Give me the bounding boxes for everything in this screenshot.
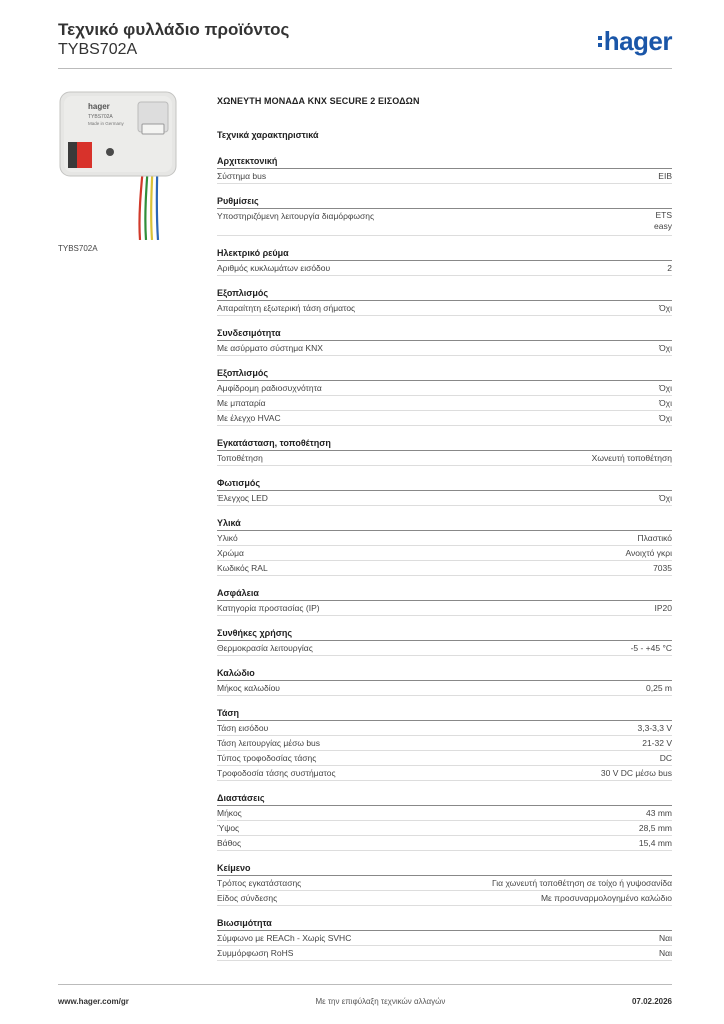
spec-value: Όχι (659, 398, 672, 408)
section-title: Εξοπλισμός (217, 366, 672, 381)
section-title: Αρχιτεκτονική (217, 154, 672, 169)
spec-value: Ναι (659, 948, 672, 958)
section-title: Συνθήκες χρήσης (217, 626, 672, 641)
spec-label: Απαραίτητη εξωτερική τάση σήματος (217, 303, 356, 313)
spec-value: Για χωνευτή τοποθέτηση σε τοίχο ή γυψοσανίδα (491, 878, 672, 888)
spec-value: DC (659, 753, 672, 763)
spec-section (217, 516, 672, 576)
spec-label: Ύψος (217, 823, 240, 833)
spec-label: Συμμόρφωση RoHS (217, 948, 294, 958)
spec-value: 28,5 mm (638, 823, 672, 833)
spec-label: Με έλεγχο HVAC (217, 413, 281, 423)
spec-section (217, 861, 672, 906)
spec-label: Με ασύρματο σύστημα KNX (217, 343, 323, 353)
spec-value: 2 (667, 263, 672, 273)
document-title: Τεχνικό φυλλάδιο προϊόντος (58, 20, 290, 39)
spec-label: Κωδικός RAL (217, 563, 268, 573)
spec-label: Τάση λειτουργίας μέσω bus (217, 738, 321, 748)
spec-label: Σύστημα bus (217, 171, 267, 181)
section-title: Συνδεσιμότητα (217, 326, 672, 341)
spec-value: Όχι (659, 493, 672, 503)
device-model-label: TYBS702A (88, 114, 113, 120)
footer (58, 997, 672, 1006)
spec-value: 30 V DC μέσω bus (600, 768, 672, 778)
spec-value: 21-32 V (642, 738, 672, 748)
spec-row (217, 821, 672, 836)
spec-section (217, 436, 672, 466)
spec-value: 7035 (653, 563, 672, 573)
spec-value: Ναι (659, 933, 672, 943)
spec-section (217, 194, 672, 236)
section-title: Καλώδιο (217, 666, 672, 681)
website-link[interactable]: www.hager.com/gr (58, 997, 129, 1006)
section-title: Υλικά (217, 516, 672, 531)
spec-sections (217, 154, 672, 961)
hager-logo (598, 28, 672, 54)
section-title: Εγκατάσταση, τοποθέτηση (217, 436, 672, 451)
product-code: TYBS702A (58, 41, 138, 58)
logo-dots-icon (598, 36, 602, 47)
spec-value: 3,3-3,3 V (637, 723, 672, 733)
footer-date: 07.02.2026 (631, 997, 672, 1006)
spec-value: Πλαστικό (637, 533, 672, 543)
spec-row (217, 341, 672, 356)
spec-section (217, 791, 672, 851)
spec-label: Τοποθέτηση (217, 453, 263, 463)
section-title: Κείμενο (217, 861, 672, 876)
spec-row (217, 931, 672, 946)
spec-row (217, 736, 672, 751)
image-caption: TYBS702A (58, 244, 98, 253)
spec-value: 15,4 mm (638, 838, 672, 848)
spec-value: Όχι (659, 383, 672, 393)
spec-label: Έλεγχος LED (217, 493, 268, 503)
spec-section (217, 476, 672, 506)
product-name: ΧΩΝΕΥΤΗ ΜΟΝΑΔΑ KNX SECURE 2 ΕΙΣΟΔΩΝ (217, 96, 420, 106)
spec-value: -5 - +45 °C (630, 643, 672, 653)
spec-label: Χρώμα (217, 548, 244, 558)
footer-note: Με την επιφύλαξη τεχνικών αλλαγών (315, 997, 446, 1006)
spec-row (217, 946, 672, 961)
spec-label: Τύπος τροφοδοσίας τάσης (217, 753, 317, 763)
footer-divider (58, 984, 672, 985)
spec-section (217, 246, 672, 276)
spec-value: 43 mm (646, 808, 672, 818)
spec-value: Χωνευτή τοποθέτηση (591, 453, 672, 463)
spec-row (217, 381, 672, 396)
spec-section (217, 326, 672, 356)
spec-row (217, 561, 672, 576)
spec-value: 0,25 m (646, 683, 672, 693)
spec-value: IP20 (654, 603, 672, 613)
spec-row (217, 209, 672, 236)
spec-section (217, 286, 672, 316)
spec-row (217, 681, 672, 696)
spec-row (217, 876, 672, 891)
section-title: Εξοπλισμός (217, 286, 672, 301)
spec-section (217, 706, 672, 781)
spec-value: ETS easy (654, 210, 672, 231)
spec-label: Βάθος (217, 838, 242, 848)
spec-row (217, 836, 672, 851)
spec-value: Όχι (659, 343, 672, 353)
section-title: Ασφάλεια (217, 586, 672, 601)
product-image (58, 90, 188, 240)
spec-label: Τροφοδοσία τάσης συστήματος (217, 768, 336, 778)
spec-section (217, 626, 672, 656)
spec-row (217, 261, 672, 276)
spec-row (217, 301, 672, 316)
spec-label: Είδος σύνδεσης (217, 893, 278, 903)
spec-row (217, 891, 672, 906)
spec-section (217, 154, 672, 184)
spec-value: Όχι (659, 413, 672, 423)
spec-row (217, 766, 672, 781)
spec-row (217, 601, 672, 616)
spec-value: Με προσυναρμολογημένο καλώδιο (540, 893, 672, 903)
spec-label: Αμφίδρομη ραδιοσυχνότητα (217, 383, 322, 393)
spec-row (217, 411, 672, 426)
spec-value: Όχι (659, 303, 672, 313)
spec-label: Τάση εισόδου (217, 723, 269, 733)
spec-row (217, 451, 672, 466)
spec-label: Με μπαταρία (217, 398, 266, 408)
header-divider (58, 68, 672, 69)
tech-specs-heading: Τεχνικά χαρακτηριστικά (217, 130, 319, 140)
spec-row (217, 546, 672, 561)
spec-row (217, 531, 672, 546)
spec-label: Σύμφωνο με REACh - Χωρίς SVHC (217, 933, 352, 943)
spec-label: Τρόπος εγκατάστασης (217, 878, 302, 888)
section-title: Ηλεκτρικό ρεύμα (217, 246, 672, 261)
section-title: Τάση (217, 706, 672, 721)
document-header (58, 20, 289, 59)
logo-text: hager (603, 26, 672, 56)
spec-section (217, 586, 672, 616)
spec-row (217, 721, 672, 736)
spec-row (217, 751, 672, 766)
section-title: Διαστάσεις (217, 791, 672, 806)
spec-row (217, 169, 672, 184)
section-title: Ρυθμίσεις (217, 194, 672, 209)
spec-label: Μήκος καλωδίου (217, 683, 280, 693)
spec-label: Θερμοκρασία λειτουργίας (217, 643, 313, 653)
spec-label: Κατηγορία προστασίας (IP) (217, 603, 320, 613)
spec-label: Υποστηριζόμενη λειτουργία διαμόρφωσης (217, 211, 375, 221)
spec-section (217, 916, 672, 961)
device-brand-label: hager (88, 102, 110, 111)
section-title: Φωτισμός (217, 476, 672, 491)
device-madein-label: Made in Germany (88, 121, 124, 126)
spec-row (217, 806, 672, 821)
spec-content (217, 96, 672, 971)
spec-label: Αριθμός κυκλωμάτων εισόδου (217, 263, 331, 273)
spec-row (217, 396, 672, 411)
section-title: Βιωσιμότητα (217, 916, 672, 931)
spec-value: Ανοιχτό γκρι (625, 548, 672, 558)
spec-label: Υλικό (217, 533, 238, 543)
spec-value: EIB (658, 171, 672, 181)
spec-row (217, 641, 672, 656)
spec-row (217, 491, 672, 506)
spec-section (217, 666, 672, 696)
spec-label: Μήκος (217, 808, 242, 818)
spec-section (217, 366, 672, 426)
